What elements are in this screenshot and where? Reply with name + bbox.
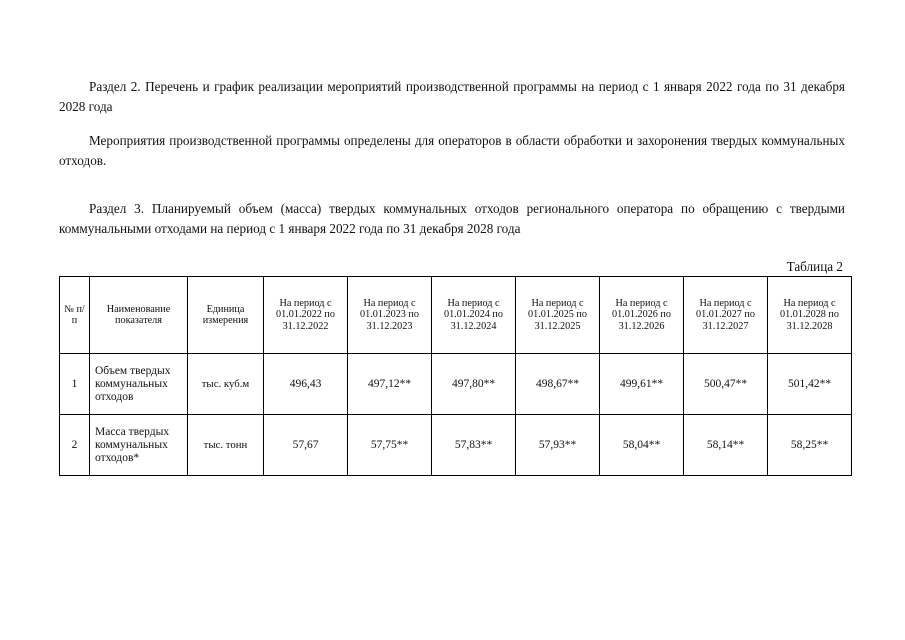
value-2022: 496,43 xyxy=(264,354,348,415)
row-number: 2 xyxy=(60,415,90,476)
value-2024: 497,80** xyxy=(432,354,516,415)
value-2025: 57,93** xyxy=(516,415,600,476)
value-2028: 501,42** xyxy=(768,354,852,415)
value-2028: 58,25** xyxy=(768,415,852,476)
header-period-2028: На период с 01.01.2028 по 31.12.2028 xyxy=(768,277,852,354)
header-unit: Единица измерения xyxy=(188,277,264,354)
header-period-2022: На период с 01.01.2022 по 31.12.2022 xyxy=(264,277,348,354)
value-2023: 57,75** xyxy=(348,415,432,476)
value-2026: 499,61** xyxy=(600,354,684,415)
section2-heading xyxy=(59,77,845,117)
value-2022: 57,67 xyxy=(264,415,348,476)
header-period-2024: На период с 01.01.2024 по 31.12.2024 xyxy=(432,277,516,354)
value-2025: 498,67** xyxy=(516,354,600,415)
table-row xyxy=(60,354,852,415)
row-number: 1 xyxy=(60,354,90,415)
header-period-2026: На период с 01.01.2026 по 31.12.2026 xyxy=(600,277,684,354)
row-indicator: Масса твердых коммунальных отходов* xyxy=(90,415,188,476)
row-unit: тыс. куб.м xyxy=(188,354,264,415)
header-indicator: Наименование показателя xyxy=(90,277,188,354)
header-number: № п/п xyxy=(60,277,90,354)
header-period-2025: На период с 01.01.2025 по 31.12.2025 xyxy=(516,277,600,354)
table-header-row xyxy=(60,277,852,354)
waste-volume-table xyxy=(59,276,852,476)
header-period-2023: На период с 01.01.2023 по 31.12.2023 xyxy=(348,277,432,354)
section3-text: Раздел 3. Планируемый объем (масса) твердых коммунальных отходов регионального оператора по обращению с твердыми коммунальными отходами на период с 1 января 2022 года по 31 декабря 2028 года xyxy=(59,201,845,236)
value-2027: 58,14** xyxy=(684,415,768,476)
value-2023: 497,12** xyxy=(348,354,432,415)
table-caption: Таблица 2 xyxy=(786,259,843,274)
activities-paragraph xyxy=(59,131,845,171)
row-indicator: Объем твердых коммунальных отходов xyxy=(90,354,188,415)
section2-text: Раздел 2. Перечень и график реализации мероприятий производственной программы на период с 1 января 2022 года по 31 декабря 2028 года xyxy=(59,79,845,114)
value-2024: 57,83** xyxy=(432,415,516,476)
row-unit: тыс. тонн xyxy=(188,415,264,476)
activities-text: Мероприятия производственной программы определены для операторов в области обработки и захоронения твердых коммунальных отходов. xyxy=(59,133,845,168)
value-2026: 58,04** xyxy=(600,415,684,476)
table-row xyxy=(60,415,852,476)
value-2027: 500,47** xyxy=(684,354,768,415)
header-period-2027: На период с 01.01.2027 по 31.12.2027 xyxy=(684,277,768,354)
section3-heading xyxy=(59,199,845,239)
